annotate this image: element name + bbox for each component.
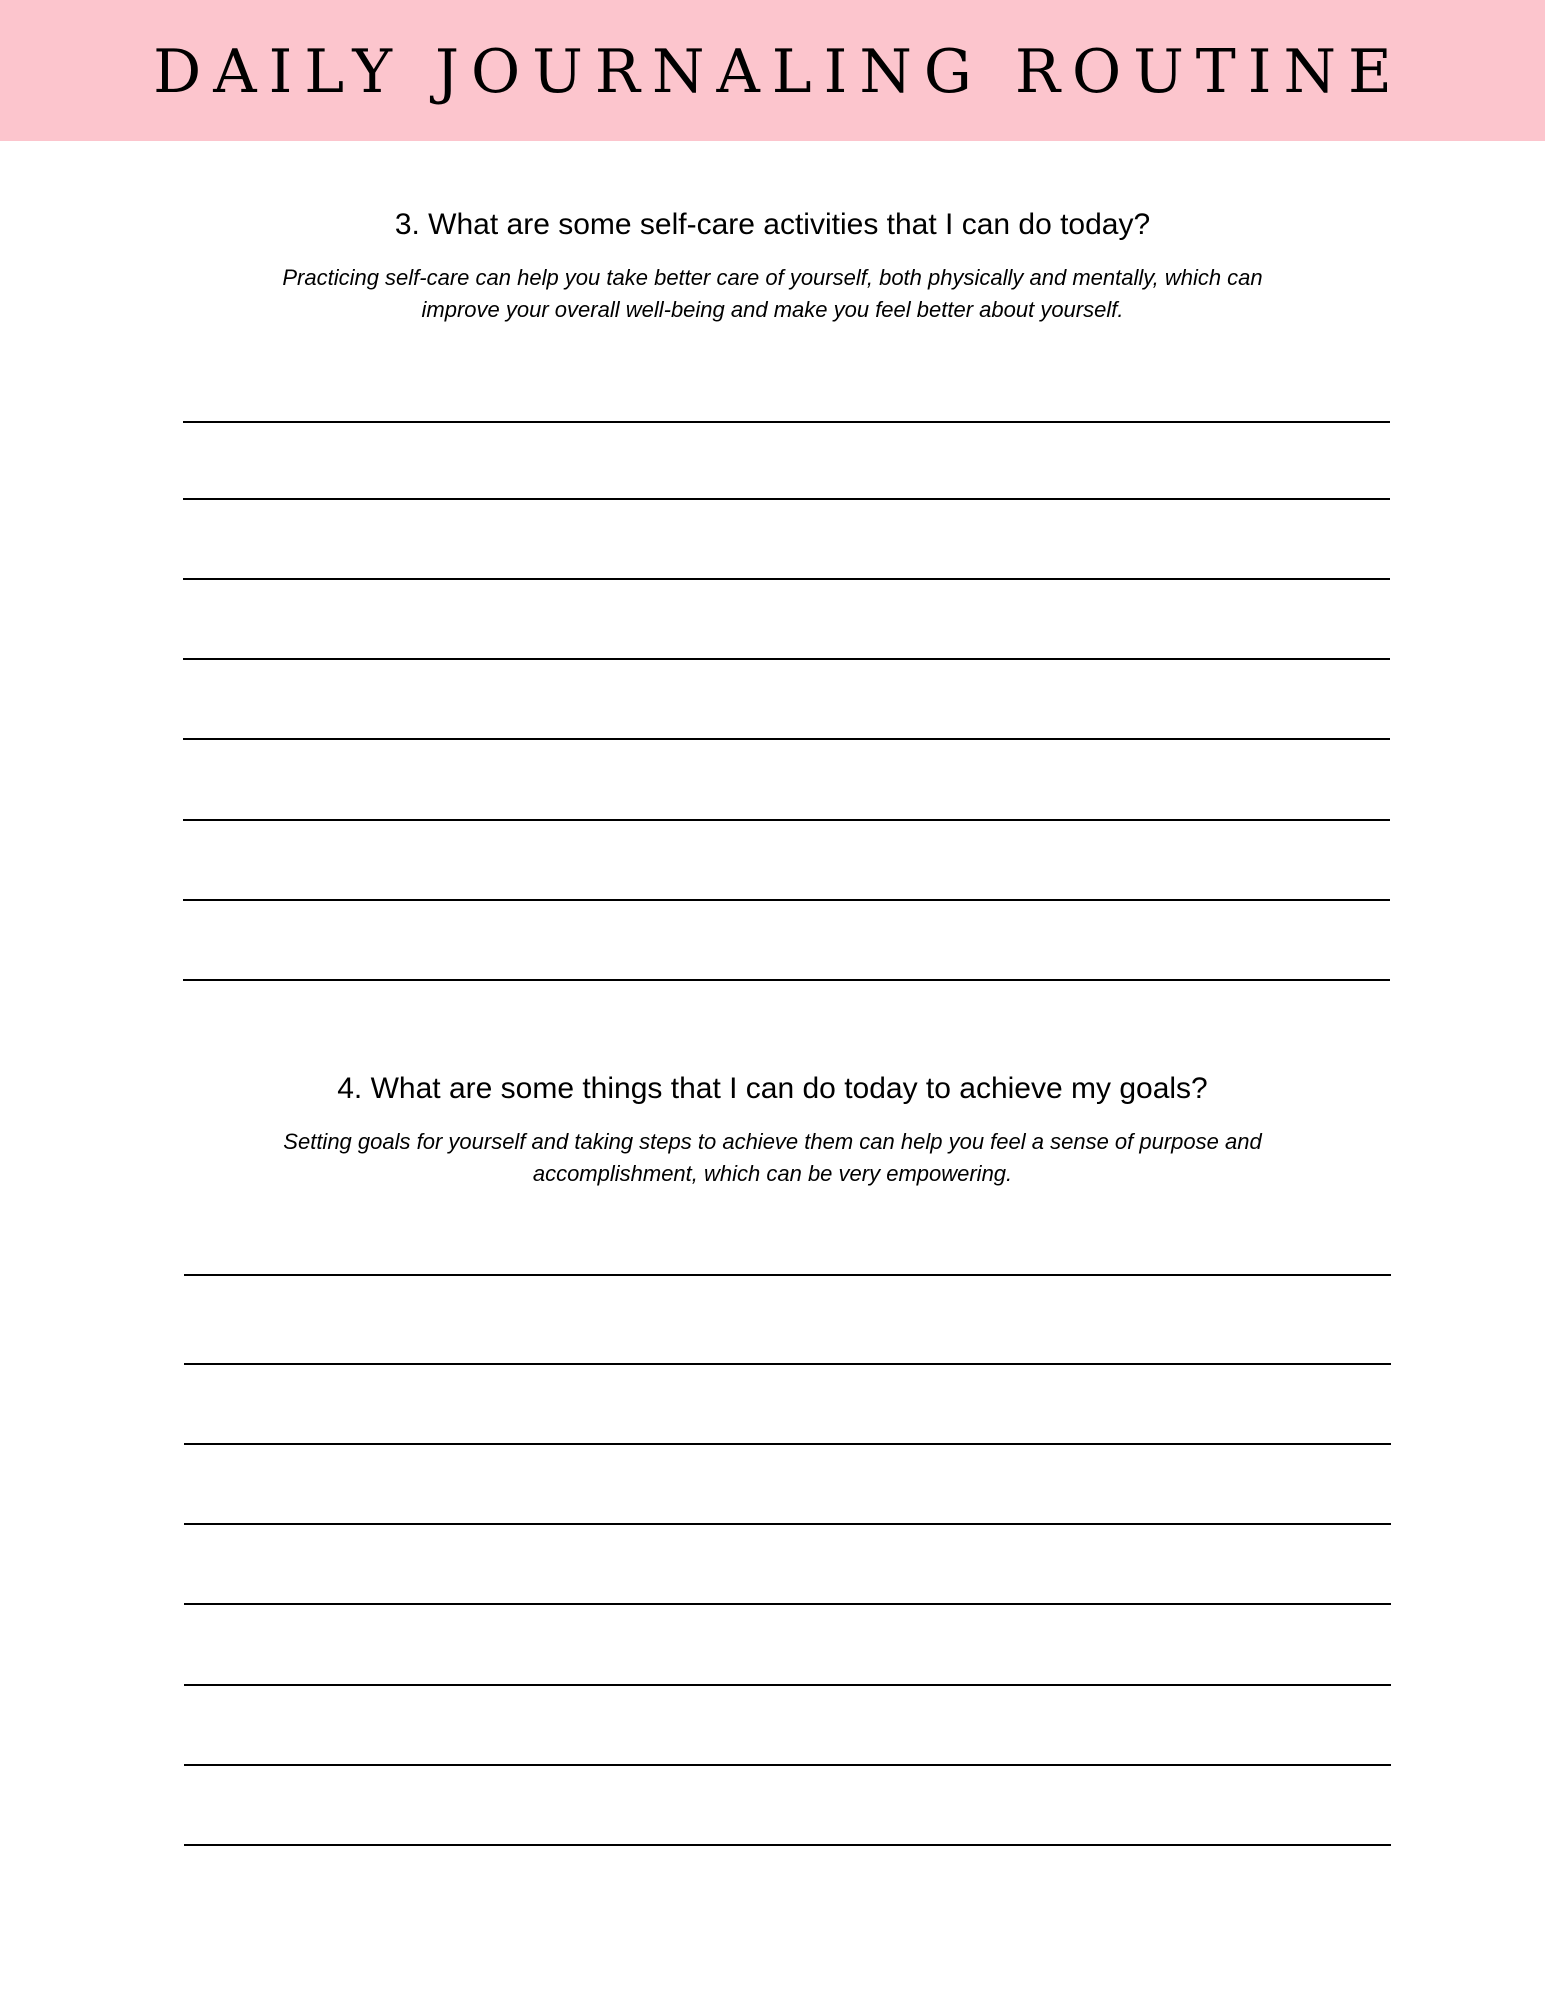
writing-line[interactable] — [183, 979, 1390, 981]
question-heading: 4. What are some things that I can do today to achieve my goals? — [337, 1072, 1208, 1105]
writing-line[interactable] — [183, 819, 1390, 821]
writing-line[interactable] — [184, 1443, 1391, 1445]
writing-line[interactable] — [184, 1363, 1391, 1365]
writing-line[interactable] — [183, 738, 1390, 740]
writing-line[interactable] — [183, 421, 1390, 423]
question-hint: Setting goals for yourself and taking steps to achieve them can help you feel a sense of purpose and accomplishment, which can be very empowering. — [283, 1129, 1262, 1186]
writing-line[interactable] — [183, 578, 1390, 580]
writing-line[interactable] — [183, 899, 1390, 901]
writing-line[interactable] — [184, 1274, 1391, 1276]
writing-line[interactable] — [183, 658, 1390, 660]
page-title: DAILY JOURNALING ROUTINE — [153, 37, 1404, 107]
writing-line[interactable] — [184, 1684, 1391, 1686]
question-heading: 3. What are some self-care activities that I can do today? — [394, 208, 1151, 241]
question-hint: Practicing self-care can help you take better care of yourself, both physically and mentally, which can improve your overall well-being and make you feel better about yourself. — [282, 265, 1263, 322]
writing-line[interactable] — [184, 1764, 1391, 1766]
writing-line[interactable] — [184, 1603, 1391, 1605]
writing-line[interactable] — [184, 1523, 1391, 1525]
writing-line[interactable] — [184, 1844, 1391, 1846]
writing-line[interactable] — [183, 498, 1390, 500]
